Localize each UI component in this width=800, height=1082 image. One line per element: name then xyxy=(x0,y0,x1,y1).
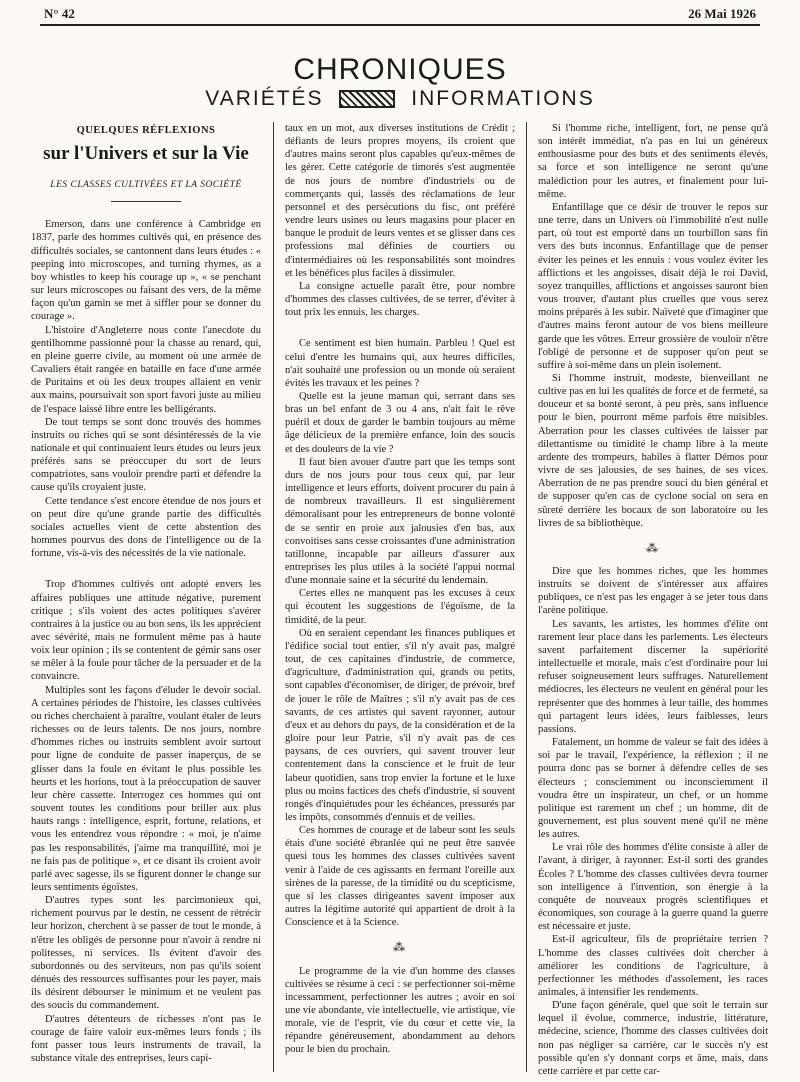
masthead xyxy=(0,54,800,112)
paragraph: Dire que les hommes riches, que les hommes instruits se doivent de s'intéresser aux affaires publiques, ce n'est pas les engager à se jeter tous dans l'arène politique. xyxy=(538,566,768,617)
masthead-subtitle xyxy=(0,86,800,112)
paragraph: Il faut bien avouer d'autre part que les temps sont durs de nos jours pour tous ceux qui, par leur intelligence et leurs efforts, doivent procurer du pain à de nombreux travailleurs. Il est singulièrement démoralisant pour les entrepreneurs de bonne volonté de se sentir en proie aux jalousies d'en bas, aux convoitises sans cesse croissantes d'une administration tatillonne, incapable par ailleurs d'assurer aux entreprises les plus utiles à la société l'appui normal d'une monnaie saine et la sécurité du lendemain. xyxy=(285,456,515,587)
paragraph: Trop d'hommes cultivés ont adopté envers les affaires publiques une attitude négative, purement critique ; s'ils voient des actes politiques s'avérer contraires à la justice ou au bon sens, ils les apprécient avec sévérité, mais ne formulent même pas à haute voix leur opinion ; ils se contentent de gémir sans oser se mêler à la foule pour tâcher de la persuader et de la convaincre. xyxy=(31,579,261,683)
paragraph: taux en un mot, aux diverses institutions de Crédit ; défiants de leurs propres moyens, ils croient que d'autres mains seront plus capables qu'eux-mêmes de les gérer. Cette catégorie de timorés s'est augmentée de nos jours de nombre d'industriels ou de commerçants qui, lassés des réclamations de leur personnel et des persécutions du fisc, ont préféré vendre leurs usines ou leurs magasins pour placer en banque le produit de leurs ventes et se glisser dans ces professions mal définies de courtiers ou d'intermédiaires où les responsabilités sont moindres et les bénéfices plus faciles à dissimuler. xyxy=(285,123,515,279)
paragraph: L'histoire d'Angleterre nous conte l'anecdote du gentilhomme passionné pour la chasse au renard, qui, en pleine guerre civile, au moment où une armée de Cavaliers était rangée en bataille en face d'une armée de Puritains et où les deux troupes allaient en venir aux mains, poursuivait son sport favori juste au milieu de l'espace laissé libre entre les belligérants. xyxy=(31,324,261,415)
paragraph: Fatalement, un homme de valeur se fait des idées à soi par le travail, l'expérience, la réflexion ; il ne pourra donc pas se borner à défendre celles de ses électeurs ; consciemment ou inconsciemment il voudra être un inspirateur, un chef, or un homme politique est rarement un chef ; un homme, dit de gouvernement, est plus souvent mené qu'il ne mène les autres. xyxy=(538,737,768,841)
article-kicker: QUELQUES RÉFLEXIONS xyxy=(76,125,216,136)
paragraph: Est-il agriculteur, fils de propriétaire terrien ? L'homme des classes cultivées doit chercher à améliorer les conditions de l'agriculture, à perfectionner les méthodes d'assolement, les races animales, à intensifier les rendements. xyxy=(538,934,768,998)
column-divider xyxy=(273,122,274,1072)
issue-date: 26 Mai 1926 xyxy=(688,6,756,21)
paragraph: Où en seraient cependant les finances publiques et l'édifice social tout entier, s'il n'y avait pas, malgré tout, de ces capitaines d'industrie, de commerce, d'agriculture, d'administration qui, grands ou petits, sont capables d'économiser, de diriger, de prévoir, bref de jouer le rôle de Maîtres ; s'il n'y avait pas de ces savants, de ces artistes qui savent rayonner, autour d'eux et au dehors du pays, de la considération et de la gloire pour leur Patrie, s'il n'y avait pas de ces paysans, de ces ouvriers, qui savent trouver leur contentement dans la conscience et le fruit de leur labeur quotidien, sans trop envier la fortune et le luxe plus ou moins factices des chefs d'industrie, si souvent rongés d'inquiétudes pour les échéances, pressurés par les impôts, consommés d'ennuis et de veilles. xyxy=(285,627,515,823)
short-rule xyxy=(111,201,181,202)
paragraph: Quelle est la jeune maman qui, serrant dans ses bras un bel enfant de 3 ou 4 ans, n'ait fait le rêve puéril et doux de garder le bambin toujours au même âge délicieux de la première enfance, loin des soucis et des douleurs de la vie ? xyxy=(285,390,515,455)
paragraph: Le vrai rôle des hommes d'élite consiste à aller de l'avant, à diriger, à rayonner. Est-il sorti des grandes Écoles ? L'homme des classes cultivées devra tourner son intelligence à l'invention, son énergie à la conquête de nouveaux progrès scientifiques et économiques, son courage à la guerre quand la guerre est nécessaire et juste. xyxy=(538,842,768,933)
paragraph: Emerson, dans une conférence à Cambridge en 1837, parle des hommes cultivés qui, en présence des difficultés sociales, se cantonnent dans leurs études : « peeping into microscopes, and turning rhymes, as a boy whistles to keep his courage up », « se penchant sur leurs microscopes ou faisant des vers, de la même façon qu'un gamin se met à siffler pour se donner du courage ». xyxy=(31,219,261,323)
article-subhead: LES CLASSES CULTIVÉES ET LA SOCIÉTÉ xyxy=(50,180,242,191)
masthead-title: CHRONIQUES xyxy=(293,53,507,86)
column-divider xyxy=(526,122,527,1072)
paragraph: Certes elles ne manquent pas les excuses à ceux qui écoutent les suggestions de l'égoïsme, de la timidité, de la peur. xyxy=(285,588,515,626)
column-1 xyxy=(31,122,261,1065)
column-2 xyxy=(285,122,515,1057)
paragraph: Le programme de la vie d'un homme des classes cultivées se résume à ceci : se perfectionner soi-même incessamment, perfectionner les autres ; avoir en soi une vie abondante, vie intellectuelle, vie artistique, vie morale, vie de l'esprit, vie du cœur et cette vie, la répandre généreusement, abondamment au dehors pour le bien du prochain. xyxy=(285,965,515,1056)
paragraph: Enfantillage que ce désir de trouver le repos sur une terre, dans un Univers où l'immobilité n'est nulle part, où tout est emporté dans un tourbillon sans fin vers des buts inconnus. Enfantillage que de penser éviter les peines et les ennuis : vous voulez éviter les afflictions et les angoisses, disait déjà le roi David, soyez tranquilles, afflictions et angoisses sauront bien vous trouver, d'autant plus cruelles que vous serez moins préparés à les subir. Naïveté que d'imaginer que d'autres mains feront autour de vos biens meilleure garde que les vôtres. Erreur grossière de vouloir n'être l'obligé de personne et de supposer qu'on peut se suffire à soi-même dans un plein isolement. xyxy=(538,201,768,371)
paragraph: La consigne actuelle paraît être, pour nombre d'hommes des classes cultivées, de se terrer, d'éviter à tout prix les ennuis, les charges. xyxy=(285,280,515,319)
paragraph: De tout temps se sont donc trouvés des hommes instruits ou riches qui se sont désintéressés de la vie nationale et qui continuaient leurs études ou leurs jeux préférés sans se préoccuper du sort de leurs compatriotes, sans vouloir prendre parti et défendre la cause qu'ils croyaient juste. xyxy=(31,416,261,494)
paragraph: D'autres détenteurs de richesses n'ont pas le courage de faire valoir eux-mêmes leurs fonds ; ils font passer tous leurs instruments de travail, la substance vitale des entreprises, leurs capi- xyxy=(31,1013,261,1064)
paragraph: D'une façon générale, quel que soit le terrain sur lequel il évolue, commerce, industrie, littérature, médecine, science, l'homme des classes cultivées doit non pas négliger sa carrière, car le succès n'y est possible qu'en s'y donnant corps et âme, mais, dans cette carrière et par cette car- xyxy=(538,1000,768,1077)
section-separator: ⁂ xyxy=(393,940,407,955)
column-3 xyxy=(538,122,768,1078)
section-separator: ⁂ xyxy=(646,540,660,555)
masthead-left: VARIÉTÉS xyxy=(205,87,324,110)
paragraph: D'autres types sont les parcimonieux qui, richement pourvus par le destin, ne cessent de rétrécir leur horizon, cherchent à se passer de tout le monde, à n'être les obligés de personne pour n'avoir à rendre ni politesses, ni services. Ils évitent d'avoir des subordonnés ou des serviteurs, non pas qu'ils soient dénués des ressources suffisantes pour les payer, mais ils désirent débourser le minimum et ne veulent pas des soucis du commandement. xyxy=(31,895,261,1012)
paragraph: Si l'homme instruit, modeste, bienveillant ne cultive pas en lui les qualités de force et de fermeté, sa douceur et sa bonté seront, à peu près, sans influence pour le bien, pourront même parfois être nuisibles. Aberration pour les classes cultivées de laisser par dilettantisme ou timidité le champ libre à la meute ardente des trompeurs, habiles à flatter Démos pour vivre de ses jalousies, de ses haines, de ses vices. Aberration de ne pas prendre souci du bien général et de supposer qu'en cas de cyclone social on sera en sûreté derrière les bocaux de son laboratoire ou les livres de sa bibliothèque. xyxy=(538,372,768,529)
masthead-right: INFORMATIONS xyxy=(411,87,595,110)
paragraph: Ces hommes de courage et de labeur sont les seuls étais d'une société ébranlée qui ne peut être sauvée quesi tous les hommes des classes cultivées savent venir à l'aide de ces agissants en fermant l'oreille aux sirènes de la paresse, de la timidité ou du scepticisme, que si les classes dirigeantes savent imposer aux autres la légitime autorité qui appartient de droit à la Conscience et à la Science. xyxy=(285,825,515,929)
paragraph: Si l'homme riche, intelligent, fort, ne pense qu'à son intérêt immédiat, n'a pas en lui un généreux enthousiasme pour des buts et des sentiments élevés, sa force et son intelligence ne seront qu'une malédiction pour les autres, et finalement pour lui-même. xyxy=(538,123,768,200)
paragraph: Ce sentiment est bien humain. Parbleu ! Quel est celui d'entre les humains qui, aux heures difficiles, n'ait souhaité une profession ou un monde où seraient évités les travaux et les peines ? xyxy=(285,338,515,389)
paragraph: Multiples sont les façons d'éluder le devoir social. A certaines périodes de l'histoire, les classes cultivées ou riches cherchaient à paraître, voulant étaler de leurs richesses ou de leurs talents. De nos jours, nombre d'hommes riches ou instruits semblent avoir surtout pour ligne de conduite de passer inaperçus, de se glisser dans la foule en évitant le plus possible les heurts et les horions, tout à la préoccupation de sauver leur chère cassette. Interrogez ces hommes qui ont souvent toutes les conditions pour briller aux plus hauts rangs : intelligence, esprit, fortune, relations, et vous les entendrez vous répondre : « moi, je n'aime pas les responsabilités, j'aime ma tranquillité, moi je ne fais pas de politique », et ce disant ils croient avoir parlé avec sagesse, ils se figurent donner le change sur leurs sentiments égoïstes. xyxy=(31,684,261,893)
issue-number: N° 42 xyxy=(44,6,75,21)
paragraph: Cette tendance s'est encore étendue de nos jours et on peut dire qu'une grande partie des difficultés sociales actuelles vient de cette abstention des hommes pourvus des dons de l'intelligence ou de la fortune, vis-à-vis des nécessités de la vie nationale. xyxy=(31,495,261,560)
top-rule xyxy=(40,24,760,26)
ornament-icon xyxy=(339,90,395,108)
paragraph: Les savants, les artistes, les hommes d'élite ont rarement leur place dans les parlements. Les électeurs savent parfaitement discerner la supériorité intellectuelle et morale, mais c'est d'ordinaire pour lui refuser soigneusement leurs suffrages. Naturellement médiocres, les électeurs ne veulent en général pour les représenter que des hommes à leur taille, des hommes qui partagent leurs idées, leurs faiblesses, leurs passions. xyxy=(538,618,768,735)
article-headline: sur l'Univers et sur la Vie xyxy=(43,143,249,165)
